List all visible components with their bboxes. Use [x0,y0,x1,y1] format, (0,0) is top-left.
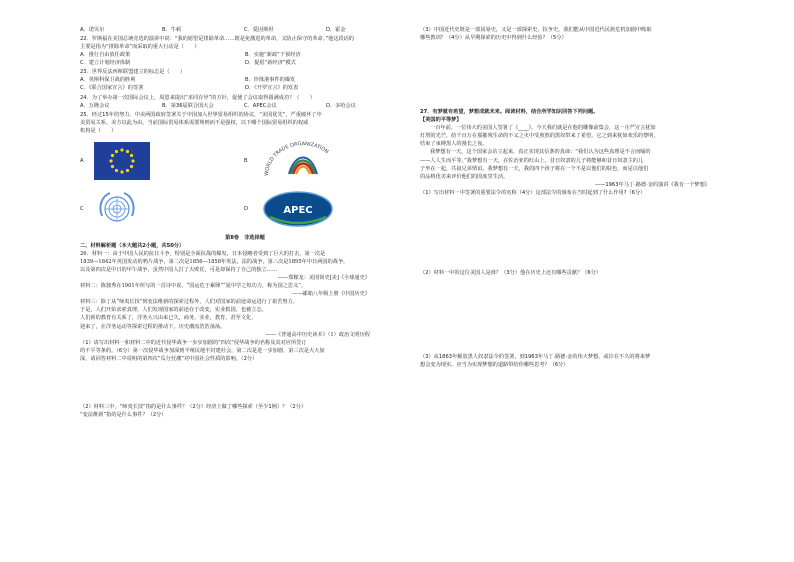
question-text: “变法维新”指的是什么事件？（2分） [80,411,167,418]
option: C．《联合国家宣言》的签署 [80,85,144,92]
star-icon [126,169,129,172]
question-text: （3）从1863年解放黑人奴隶法令的签署，到1963年马丁·路德·金的伟大梦想，或许在不久的将来梦 [420,353,651,360]
material-text: 材料三：除了从“师夷长技”到变法维新的探索过程外，人们对国家的前途命运进行了艰苦努力。 [80,299,298,306]
question-text: 22．罗斯福在美国总统竞选的演讲中说：“我的愿望是排除革命……既是免激进的革命，又防止保守的革命。”他这段话的 [80,36,354,43]
un-emblem-icon [94,188,140,230]
material-text: 1839—1842年英国发动的鸦片战争，第二次是1856—1858年英法，法的战争，第三次是1895年中日两国的战争， [80,259,349,265]
wto-text: WORLD TRADE ORGANIZATION [263,140,330,177]
question-22 [80,35,410,67]
star-icon [130,154,133,157]
question-text: 机构是（ ） [80,127,117,134]
option: A．诺贝尔 [80,27,105,33]
eu-flag-icon [94,142,150,180]
option: B．牛顿 [162,27,182,33]
option: B．珍珠港事件的爆发 [245,77,296,84]
question-26-1 [80,339,410,363]
material-text: 26．材料一：由于中国人民的抗日斗争，特别是全面抗战的爆发，日本侵略者受到了巨大的打击，第一次是 [80,250,326,257]
material-text: 子坐在一起，共叙兄弟情谊。我梦想有一天，我的四个孩子将在一个不是以他们的肤色，而是以他们 [420,165,649,172]
option: B．第36届联合国大会 [162,102,214,109]
material-text: 的品格优劣来评价他们的国度里生活。 [420,173,509,180]
star-icon [111,165,114,168]
material-text: ——人人生而平等。”我梦想有一天，在佐治亚的红山上，昔日奴隶的儿子将能够和昔日奴隶主的儿 [420,157,644,164]
apec-logo-icon [258,189,338,229]
material-text: 材料二：陈独秀在1901年所写的一首诗中说，“国运危于累卵”“夏中学之短功力，称为国之思义”。 [80,283,307,290]
image-options-row-2 [80,187,410,231]
star-icon [130,165,133,168]
option: D．霍金 [326,27,346,33]
star-icon [120,148,123,151]
option: D．《开罗宣言》的发表 [245,85,299,92]
material-source: ——邮箱八年级上册《中国历史》 [292,291,370,298]
q21-options [80,26,410,34]
question-text: 深，请回答材料二中说明的第四次“瓜分狂潮”对中国社会性质的影响。（2分） [80,355,258,362]
material-source: ——1963年马丁·路德·金的演讲《我有一个梦想》 [594,181,710,188]
right-column [420,26,750,369]
question-27-heading: 27．有梦就有希望，梦想成就未来。阅读材料，结合所学知识回答下列问题。 [420,109,599,116]
material-text: 我梦想有一天，这个国家会站立起来，真正实现其信条的真谛：“我们认为这些真理是不言而喻的 [430,149,651,156]
option-label: B [244,157,248,164]
question-text: （1）请写出材料一和材料二中的近代侵华战争一步步加剧的“四次”侵华战争的名称及其对应所签订 [80,339,307,346]
material-source: ——《普通高中历史读本》（1）政治文明历程 [265,331,370,338]
option: C．爱因斯坦 [244,27,274,33]
question-text: （1）写出材料一中签署的重要法令的名称（4分）这部法令的颁布在当时起到了什么作用?（6分） [420,189,646,196]
question-27-material [420,124,750,197]
star-icon [126,150,129,153]
material-text: 灯塔的光芒，给千百万在那摧残生命的不义之火中受煎熬的黑奴带来了希望。它之到来犹如欢乐的黎明， [420,133,659,140]
option: D．提倡“新经济”模式 [245,60,296,67]
un-emblem-image [94,189,244,229]
question-text: 主要是指为“排除革命”而采取的重大行动是（ ） [80,44,200,51]
question-text: 23．世界反法西斯联盟建立的标志是（ ） [80,69,186,76]
section-title: 第Ⅱ卷 非选择题 [225,234,265,241]
wto-logo-image [258,141,408,181]
question-text: （2）材料三中，“师夷长技”指的是什么事件？（2分）经济上做了哪些探索（至少1例）？（2分） [80,403,307,410]
material-source: ——郑樑龙：美国简史[美]《全球通史》 [277,275,370,282]
option: A．万隆会议 [80,102,110,109]
option: C．建立计划经济体制 [80,60,131,67]
star-icon [115,169,118,172]
star-icon [115,150,118,153]
material-text: 结束了束缚黑人的漫长之夜。 [420,141,488,148]
question-23 [80,68,410,92]
question-text: 25．经过15年的努力，中美两国政府签署关于中国加入世界贸易组织的协议，“美国优先”，严重破坏了中 [80,111,322,118]
question-text: 美贸易关系。美方以此为由，当前国际贸易体系需要规则而不是强权，以下哪个国际贸易组织的权威 [80,119,309,126]
question-27-3 [420,353,750,369]
question-27-subheading: 【美国的平等梦】 [420,117,462,124]
wto-logo-icon [258,140,348,182]
question-25 [80,111,410,231]
star-icon [120,170,123,173]
material-text: 于是，人们开始求索真理，人们发现国家的前途在于改变，实业救国，也被立志， [80,307,267,314]
material-text: 一百年前，一位伟大的美国人签署了《____》。今天我们就是在他的雕像前集会，这一庄严宣言犹如 [430,125,656,132]
option: D．多哈会议 [326,102,356,109]
material-text: 迎来了，在洋务运动等探索过程的推动下，历史潮流浩浩荡荡。 [80,323,226,330]
image-options-row-1 [80,139,410,183]
option: B．实施“新政”干预经济 [245,52,301,59]
question-text: 想会变为现实。应当为实现梦想的道路带给你哪些思考？（6分） [420,361,569,368]
material-text: 人们新的教育有关系了，洋务大兴由来已久，商务，实业，教育，甚至文化， [80,315,257,322]
question-text: （3）中国近代史既是一部屈辱史，又是一部探索史，抗争史。我们能从中国近代民族危机加剧中吸取 [420,27,652,33]
eu-flag-image [94,141,244,181]
option: A．英斯科保卫战的胜利 [80,77,136,84]
option-label: A [80,157,84,164]
material-text: 以及第四次是中日的甲午战争，虽然中国人打了大败仗，可是却保持了自己的独立…… [80,267,278,274]
question-text: 哪些教训？（4分）从早期探索的历史中得到什么经验？（5分） [420,35,567,42]
section-heading: 二、材料解析题（本大题共2小题，共50分） [80,242,185,249]
star-icon [131,159,134,162]
question-text: 24．为了举办第一次国际会议上，周恩来提出“求同存异”的方针，促使了会议取得圆满成功？（ ） [80,94,316,101]
option-label: C [80,205,84,212]
option: C．APEC会议 [244,102,277,109]
option: A．推行自由放任政策 [80,52,131,59]
apec-logo-image [258,189,408,229]
question-26-3 [420,26,750,42]
question-26-2 [80,403,410,419]
left-column [80,26,410,419]
apec-text: APEC [283,204,313,216]
question-text: 的不平等条约。（6分）第一次侵华战争加深到半殖民地半封建社会，第二次是进一步加剧，第三次是大大加 [80,347,325,354]
option-label: D [244,205,248,212]
star-icon [109,159,112,162]
question-27-2: （2）材料一中的这位美国人是谁？（3分）他在历史上还有哪些贡献？（6分） [420,269,602,276]
star-icon [111,154,114,157]
question-26 [80,250,410,339]
question-24 [80,94,410,110]
